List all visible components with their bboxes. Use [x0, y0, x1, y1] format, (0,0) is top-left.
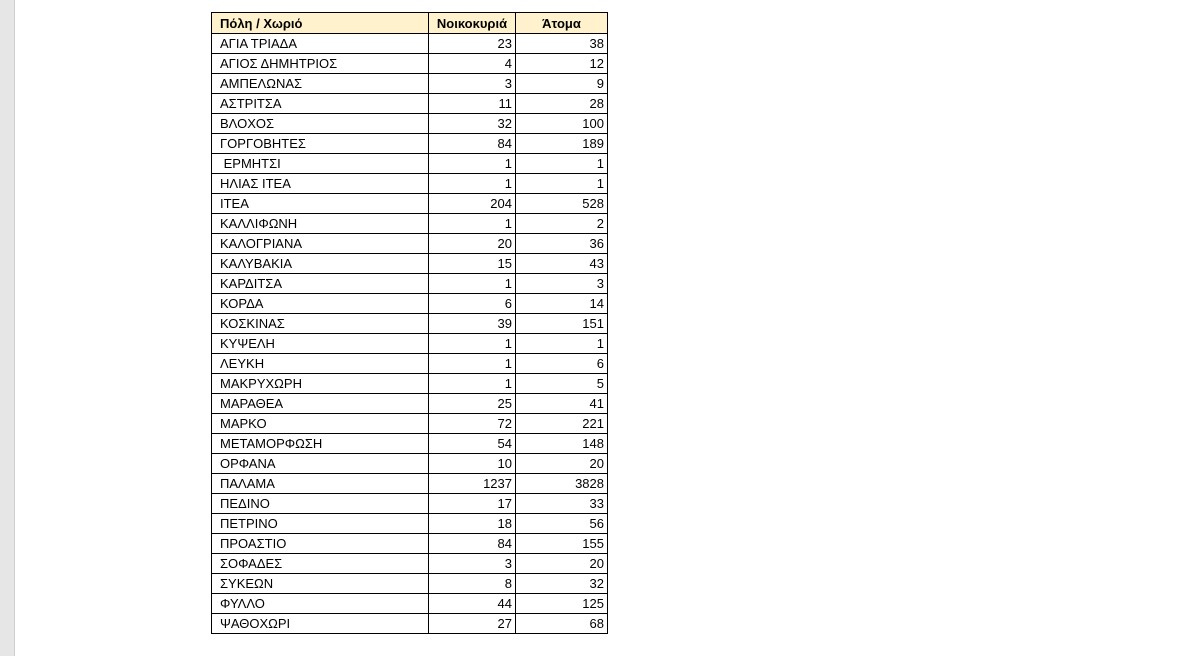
cell-city-village: ΚΟΡΔΑ — [212, 294, 429, 314]
cell-persons: 38 — [516, 34, 608, 54]
cell-households: 8 — [429, 574, 516, 594]
table-row — [212, 194, 608, 214]
cell-city-village: ΙΤΕΑ — [212, 194, 429, 214]
header-households: Νοικοκυριά — [429, 13, 516, 34]
table-row — [212, 414, 608, 434]
cell-persons: 9 — [516, 74, 608, 94]
cell-city-village: ΚΑΛΛΙΦΩΝΗ — [212, 214, 429, 234]
cell-city-village: ΑΣΤΡΙΤΣΑ — [212, 94, 429, 114]
cell-persons: 41 — [516, 394, 608, 414]
cell-persons: 12 — [516, 54, 608, 74]
cell-households: 18 — [429, 514, 516, 534]
cell-persons: 1 — [516, 154, 608, 174]
cell-households: 32 — [429, 114, 516, 134]
cell-households: 17 — [429, 494, 516, 514]
table-row — [212, 474, 608, 494]
cell-persons: 100 — [516, 114, 608, 134]
cell-households: 15 — [429, 254, 516, 274]
cell-persons: 56 — [516, 514, 608, 534]
cell-persons: 33 — [516, 494, 608, 514]
cell-persons: 3828 — [516, 474, 608, 494]
cell-persons: 14 — [516, 294, 608, 314]
cell-households: 84 — [429, 134, 516, 154]
cell-city-village: ΜΕΤΑΜΟΡΦΩΣΗ — [212, 434, 429, 454]
cell-persons: 189 — [516, 134, 608, 154]
cell-city-village: ΕΡΜΗΤΣΙ — [212, 154, 429, 174]
cell-persons: 3 — [516, 274, 608, 294]
cell-persons: 1 — [516, 334, 608, 354]
cell-persons: 68 — [516, 614, 608, 634]
table-row — [212, 54, 608, 74]
table-row — [212, 34, 608, 54]
table-header-row — [212, 13, 608, 34]
cell-households: 44 — [429, 594, 516, 614]
left-gutter — [0, 0, 14, 656]
cell-city-village: ΜΑΚΡΥΧΩΡΗ — [212, 374, 429, 394]
cell-city-village: ΠΑΛΑΜΑ — [212, 474, 429, 494]
table-row — [212, 234, 608, 254]
table-row — [212, 294, 608, 314]
cell-persons: 125 — [516, 594, 608, 614]
table-row — [212, 434, 608, 454]
cell-persons: 5 — [516, 374, 608, 394]
cell-city-village: ΗΛΙΑΣ ΙΤΕΑ — [212, 174, 429, 194]
cell-persons: 148 — [516, 434, 608, 454]
table-row — [212, 394, 608, 414]
cell-city-village: ΜΑΡΑΘΕΑ — [212, 394, 429, 414]
table-row — [212, 334, 608, 354]
cell-city-village: ΑΜΠΕΛΩΝΑΣ — [212, 74, 429, 94]
table-row — [212, 574, 608, 594]
cell-households: 54 — [429, 434, 516, 454]
cell-households: 1 — [429, 354, 516, 374]
cell-households: 72 — [429, 414, 516, 434]
cell-persons: 20 — [516, 454, 608, 474]
cell-households: 1 — [429, 214, 516, 234]
cell-city-village: ΟΡΦΑΝΑ — [212, 454, 429, 474]
cell-households: 4 — [429, 54, 516, 74]
cell-city-village: ΚΥΨΕΛΗ — [212, 334, 429, 354]
table-row — [212, 254, 608, 274]
cell-city-village: ΠΡΟΑΣΤΙΟ — [212, 534, 429, 554]
cell-persons: 43 — [516, 254, 608, 274]
cell-city-village: ΒΛΟΧΟΣ — [212, 114, 429, 134]
cell-persons: 528 — [516, 194, 608, 214]
table-row — [212, 354, 608, 374]
cell-persons: 28 — [516, 94, 608, 114]
cell-households: 1 — [429, 374, 516, 394]
cell-households: 3 — [429, 554, 516, 574]
table-row — [212, 274, 608, 294]
cell-city-village: ΚΑΛΟΓΡΙΑΝΑ — [212, 234, 429, 254]
header-persons: Άτομα — [516, 13, 608, 34]
table-body — [212, 34, 608, 634]
table-row — [212, 74, 608, 94]
cell-households: 20 — [429, 234, 516, 254]
cell-households: 25 — [429, 394, 516, 414]
cell-households: 1 — [429, 334, 516, 354]
cell-city-village: ΠΕΤΡΙΝΟ — [212, 514, 429, 534]
cell-households: 11 — [429, 94, 516, 114]
table-row — [212, 514, 608, 534]
table-row — [212, 534, 608, 554]
cell-city-village: ΑΓΙΑ ΤΡΙΑΔΑ — [212, 34, 429, 54]
cell-households: 23 — [429, 34, 516, 54]
cell-persons: 6 — [516, 354, 608, 374]
table-row — [212, 374, 608, 394]
table-row — [212, 594, 608, 614]
cell-persons: 155 — [516, 534, 608, 554]
cell-households: 6 — [429, 294, 516, 314]
table-row — [212, 94, 608, 114]
cell-persons: 1 — [516, 174, 608, 194]
table-row — [212, 154, 608, 174]
cell-households: 27 — [429, 614, 516, 634]
cell-city-village: ΓΟΡΓΟΒΗΤΕΣ — [212, 134, 429, 154]
cell-city-village: ΜΑΡΚΟ — [212, 414, 429, 434]
cell-city-village: ΨΑΘΟΧΩΡΙ — [212, 614, 429, 634]
table-row — [212, 214, 608, 234]
cell-city-village: ΣΟΦΑΔΕΣ — [212, 554, 429, 574]
cell-households: 1 — [429, 154, 516, 174]
cell-city-village: ΦΥΛΛΟ — [212, 594, 429, 614]
cell-persons: 221 — [516, 414, 608, 434]
table-row — [212, 554, 608, 574]
cell-city-village: ΣΥΚΕΩΝ — [212, 574, 429, 594]
table-row — [212, 114, 608, 134]
table-row — [212, 174, 608, 194]
cell-households: 1237 — [429, 474, 516, 494]
cell-city-village: ΚΟΣΚΙΝΑΣ — [212, 314, 429, 334]
cell-households: 204 — [429, 194, 516, 214]
cell-households: 1 — [429, 274, 516, 294]
cell-city-village: ΚΑΡΔΙΤΣΑ — [212, 274, 429, 294]
table-row — [212, 134, 608, 154]
cell-city-village: ΠΕΔΙΝΟ — [212, 494, 429, 514]
table-row — [212, 454, 608, 474]
cell-households: 39 — [429, 314, 516, 334]
cell-households: 84 — [429, 534, 516, 554]
cell-households: 3 — [429, 74, 516, 94]
table-row — [212, 314, 608, 334]
table-row — [212, 614, 608, 634]
cell-households: 1 — [429, 174, 516, 194]
households-table — [211, 12, 608, 634]
cell-persons: 36 — [516, 234, 608, 254]
cell-persons: 20 — [516, 554, 608, 574]
table-row — [212, 494, 608, 514]
header-city-village: Πόλη / Χωριό — [212, 13, 429, 34]
cell-city-village: ΛΕΥΚΗ — [212, 354, 429, 374]
cell-city-village: ΚΑΛΥΒΑΚΙΑ — [212, 254, 429, 274]
cell-persons: 151 — [516, 314, 608, 334]
cell-city-village: ΑΓΙΟΣ ΔΗΜΗΤΡΙΟΣ — [212, 54, 429, 74]
cell-persons: 2 — [516, 214, 608, 234]
cell-persons: 32 — [516, 574, 608, 594]
cell-households: 10 — [429, 454, 516, 474]
